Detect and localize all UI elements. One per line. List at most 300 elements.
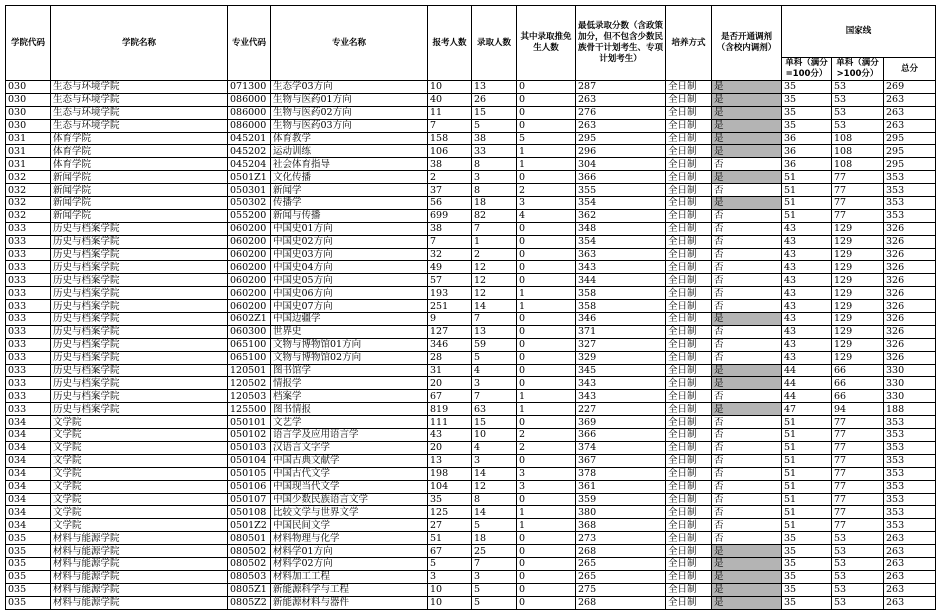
cell-single-over100: 77 [832, 454, 884, 467]
cell-applicants: 2 [428, 171, 472, 184]
cell-exempt: 0 [517, 532, 576, 545]
table-row [6, 519, 936, 532]
cell-college-name: 历史与档案学院 [51, 287, 228, 300]
cell-adjust: 否 [712, 300, 782, 313]
cell-admitted: 14 [472, 467, 517, 480]
cell-single-100: 35 [782, 596, 832, 609]
cell-single-100: 35 [782, 570, 832, 583]
cell-major-code: 050103 [228, 441, 271, 454]
cell-total: 263 [884, 545, 936, 558]
cell-min-score: 368 [576, 519, 666, 532]
cell-major-code: 045204 [228, 158, 271, 171]
cell-major-code: 086000 [228, 106, 271, 119]
cell-min-score: 343 [576, 261, 666, 274]
cell-college-code: 032 [6, 209, 51, 222]
cell-study-mode: 全日制 [666, 557, 712, 570]
cell-major-name: 档案学 [271, 390, 428, 403]
cell-single-over100: 53 [832, 570, 884, 583]
cell-applicants: 35 [428, 493, 472, 506]
cell-total: 263 [884, 106, 936, 119]
cell-major-name: 材料加工工程 [271, 570, 428, 583]
cell-major-code: 050301 [228, 184, 271, 197]
cell-exempt: 1 [517, 145, 576, 158]
cell-applicants: 49 [428, 261, 472, 274]
header-min-score: 最低录取分数（含政策加分，但不包含少数民族骨干计划考生、专项计划考生） [576, 6, 666, 81]
cell-major-name: 图书情报 [271, 403, 428, 416]
cell-total: 353 [884, 519, 936, 532]
header-college-name: 学院名称 [51, 6, 228, 81]
cell-admitted: 5 [472, 119, 517, 132]
cell-major-code: 050102 [228, 429, 271, 442]
cell-adjust: 是 [712, 93, 782, 106]
cell-admitted: 18 [472, 197, 517, 210]
cell-admitted: 5 [472, 596, 517, 609]
cell-admitted: 12 [472, 274, 517, 287]
cell-total: 353 [884, 429, 936, 442]
cell-min-score: 327 [576, 338, 666, 351]
table-row [6, 557, 936, 570]
cell-applicants: 57 [428, 274, 472, 287]
cell-admitted: 3 [472, 171, 517, 184]
cell-major-name: 材料学01方向 [271, 545, 428, 558]
cell-total: 330 [884, 364, 936, 377]
cell-admitted: 38 [472, 132, 517, 145]
cell-single-100: 35 [782, 532, 832, 545]
table-row [6, 184, 936, 197]
cell-single-100: 51 [782, 184, 832, 197]
cell-study-mode: 全日制 [666, 429, 712, 442]
cell-study-mode: 全日制 [666, 325, 712, 338]
cell-single-100: 35 [782, 81, 832, 94]
cell-exempt: 1 [517, 403, 576, 416]
cell-college-code: 033 [6, 300, 51, 313]
cell-single-100: 51 [782, 480, 832, 493]
cell-admitted: 2 [472, 248, 517, 261]
cell-major-name: 中国古代文学 [271, 467, 428, 480]
cell-exempt: 0 [517, 364, 576, 377]
table-row [6, 171, 936, 184]
cell-admitted: 26 [472, 93, 517, 106]
cell-major-code: 060200 [228, 248, 271, 261]
cell-applicants: 56 [428, 197, 472, 210]
cell-major-name: 材料学02方向 [271, 557, 428, 570]
cell-total: 263 [884, 583, 936, 596]
table-row [6, 441, 936, 454]
cell-applicants: 10 [428, 583, 472, 596]
cell-single-over100: 53 [832, 532, 884, 545]
cell-adjust: 是 [712, 570, 782, 583]
cell-min-score: 358 [576, 300, 666, 313]
cell-study-mode: 全日制 [666, 545, 712, 558]
cell-applicants: 125 [428, 506, 472, 519]
cell-applicants: 67 [428, 545, 472, 558]
cell-college-code: 034 [6, 493, 51, 506]
cell-applicants: 819 [428, 403, 472, 416]
cell-admitted: 4 [472, 441, 517, 454]
cell-single-over100: 129 [832, 261, 884, 274]
cell-single-over100: 129 [832, 325, 884, 338]
header-single-100: 单科（满分=100分） [782, 58, 832, 81]
cell-single-100: 51 [782, 171, 832, 184]
cell-college-code: 033 [6, 338, 51, 351]
cell-college-code: 030 [6, 93, 51, 106]
cell-admitted: 5 [472, 583, 517, 596]
cell-major-code: 086000 [228, 93, 271, 106]
table-row [6, 583, 936, 596]
cell-college-name: 体育学院 [51, 132, 228, 145]
cell-single-over100: 77 [832, 441, 884, 454]
cell-single-over100: 129 [832, 274, 884, 287]
table-row [6, 364, 936, 377]
cell-single-over100: 77 [832, 467, 884, 480]
cell-college-name: 新闻学院 [51, 171, 228, 184]
cell-min-score: 275 [576, 583, 666, 596]
cell-exempt: 0 [517, 545, 576, 558]
cell-applicants: 111 [428, 416, 472, 429]
cell-single-over100: 77 [832, 171, 884, 184]
cell-exempt: 0 [517, 81, 576, 94]
cell-min-score: 366 [576, 429, 666, 442]
cell-single-100: 35 [782, 557, 832, 570]
cell-total: 188 [884, 403, 936, 416]
cell-adjust: 是 [712, 596, 782, 609]
cell-exempt: 0 [517, 557, 576, 570]
cell-adjust: 否 [712, 325, 782, 338]
cell-college-code: 032 [6, 171, 51, 184]
cell-study-mode: 全日制 [666, 197, 712, 210]
cell-study-mode: 全日制 [666, 454, 712, 467]
cell-single-over100: 129 [832, 235, 884, 248]
cell-major-name: 比较文学与世界文学 [271, 506, 428, 519]
cell-adjust: 否 [712, 274, 782, 287]
table-row [6, 300, 936, 313]
cell-min-score: 344 [576, 274, 666, 287]
cell-min-score: 263 [576, 93, 666, 106]
header-admitted: 录取人数 [472, 6, 517, 81]
cell-college-name: 新闻学院 [51, 197, 228, 210]
cell-major-code: 045202 [228, 145, 271, 158]
cell-admitted: 18 [472, 532, 517, 545]
cell-exempt: 0 [517, 235, 576, 248]
cell-study-mode: 全日制 [666, 300, 712, 313]
cell-major-name: 生态学03方向 [271, 81, 428, 94]
cell-admitted: 1 [472, 235, 517, 248]
cell-adjust: 否 [712, 158, 782, 171]
cell-college-name: 新闻学院 [51, 184, 228, 197]
cell-applicants: 20 [428, 441, 472, 454]
cell-major-name: 中国现当代文学 [271, 480, 428, 493]
cell-total: 326 [884, 248, 936, 261]
cell-adjust: 否 [712, 493, 782, 506]
cell-single-100: 51 [782, 429, 832, 442]
table-row [6, 532, 936, 545]
cell-exempt: 0 [517, 377, 576, 390]
cell-major-name: 中国史03方向 [271, 248, 428, 261]
cell-adjust: 否 [712, 351, 782, 364]
cell-single-100: 35 [782, 545, 832, 558]
cell-exempt: 0 [517, 313, 576, 326]
cell-total: 330 [884, 377, 936, 390]
table-row [6, 222, 936, 235]
cell-single-100: 43 [782, 261, 832, 274]
cell-major-code: 050105 [228, 467, 271, 480]
cell-major-code: 060200 [228, 287, 271, 300]
cell-study-mode: 全日制 [666, 596, 712, 609]
cell-total: 353 [884, 467, 936, 480]
cell-single-100: 43 [782, 287, 832, 300]
cell-applicants: 10 [428, 596, 472, 609]
cell-major-name: 世界史 [271, 325, 428, 338]
table-row [6, 235, 936, 248]
cell-study-mode: 全日制 [666, 132, 712, 145]
cell-single-100: 44 [782, 390, 832, 403]
table-row [6, 506, 936, 519]
cell-major-name: 生物与医药01方向 [271, 93, 428, 106]
cell-major-name: 中国史06方向 [271, 287, 428, 300]
cell-single-over100: 108 [832, 145, 884, 158]
cell-min-score: 363 [576, 248, 666, 261]
cell-college-code: 034 [6, 480, 51, 493]
table-row [6, 467, 936, 480]
cell-admitted: 10 [472, 429, 517, 442]
cell-study-mode: 全日制 [666, 184, 712, 197]
cell-major-code: 080502 [228, 545, 271, 558]
cell-major-name: 情报学 [271, 377, 428, 390]
cell-single-over100: 53 [832, 81, 884, 94]
cell-adjust: 否 [712, 261, 782, 274]
cell-applicants: 127 [428, 325, 472, 338]
cell-single-100: 35 [782, 583, 832, 596]
cell-admitted: 3 [472, 570, 517, 583]
header-major-name: 专业名称 [271, 6, 428, 81]
cell-major-code: 0602Z1 [228, 313, 271, 326]
cell-applicants: 13 [428, 454, 472, 467]
cell-single-over100: 129 [832, 300, 884, 313]
cell-college-name: 历史与档案学院 [51, 261, 228, 274]
cell-single-100: 51 [782, 197, 832, 210]
cell-admitted: 15 [472, 106, 517, 119]
cell-college-name: 历史与档案学院 [51, 235, 228, 248]
cell-single-over100: 129 [832, 248, 884, 261]
cell-major-code: 120503 [228, 390, 271, 403]
cell-college-name: 文学院 [51, 429, 228, 442]
cell-college-code: 034 [6, 467, 51, 480]
cell-adjust: 否 [712, 184, 782, 197]
cell-college-name: 历史与档案学院 [51, 390, 228, 403]
table-row [6, 570, 936, 583]
cell-total: 353 [884, 184, 936, 197]
cell-adjust: 是 [712, 545, 782, 558]
cell-college-code: 033 [6, 287, 51, 300]
cell-min-score: 367 [576, 454, 666, 467]
cell-admitted: 12 [472, 287, 517, 300]
cell-college-code: 033 [6, 390, 51, 403]
cell-college-code: 034 [6, 519, 51, 532]
cell-min-score: 361 [576, 480, 666, 493]
cell-applicants: 251 [428, 300, 472, 313]
cell-study-mode: 全日制 [666, 493, 712, 506]
cell-admitted: 13 [472, 325, 517, 338]
cell-major-code: 060200 [228, 235, 271, 248]
cell-major-name: 中国民间文学 [271, 519, 428, 532]
cell-exempt: 5 [517, 132, 576, 145]
table-row [6, 596, 936, 609]
cell-total: 326 [884, 300, 936, 313]
cell-major-code: 055200 [228, 209, 271, 222]
cell-single-100: 36 [782, 145, 832, 158]
cell-adjust: 是 [712, 171, 782, 184]
cell-adjust: 否 [712, 338, 782, 351]
cell-adjust: 否 [712, 248, 782, 261]
cell-total: 295 [884, 132, 936, 145]
table-row [6, 403, 936, 416]
cell-adjust: 是 [712, 557, 782, 570]
cell-adjust: 是 [712, 403, 782, 416]
cell-applicants: 32 [428, 248, 472, 261]
cell-college-code: 030 [6, 119, 51, 132]
cell-single-100: 35 [782, 119, 832, 132]
cell-single-over100: 53 [832, 106, 884, 119]
cell-college-name: 新闻学院 [51, 209, 228, 222]
table-row [6, 209, 936, 222]
cell-study-mode: 全日制 [666, 570, 712, 583]
cell-exempt: 0 [517, 338, 576, 351]
table-row [6, 287, 936, 300]
cell-college-name: 生态与环境学院 [51, 81, 228, 94]
cell-admitted: 7 [472, 222, 517, 235]
cell-admitted: 5 [472, 519, 517, 532]
cell-study-mode: 全日制 [666, 583, 712, 596]
cell-single-over100: 77 [832, 197, 884, 210]
cell-exempt: 1 [517, 506, 576, 519]
cell-single-over100: 129 [832, 222, 884, 235]
cell-min-score: 345 [576, 364, 666, 377]
cell-applicants: 38 [428, 158, 472, 171]
cell-college-name: 历史与档案学院 [51, 313, 228, 326]
cell-college-code: 031 [6, 158, 51, 171]
cell-college-name: 文学院 [51, 493, 228, 506]
cell-college-code: 033 [6, 235, 51, 248]
cell-study-mode: 全日制 [666, 171, 712, 184]
cell-study-mode: 全日制 [666, 287, 712, 300]
cell-adjust: 否 [712, 429, 782, 442]
cell-adjust: 否 [712, 287, 782, 300]
cell-major-name: 运动训练 [271, 145, 428, 158]
cell-exempt: 1 [517, 390, 576, 403]
cell-min-score: 348 [576, 222, 666, 235]
cell-admitted: 7 [472, 390, 517, 403]
cell-applicants: 104 [428, 480, 472, 493]
cell-college-code: 031 [6, 145, 51, 158]
cell-exempt: 0 [517, 106, 576, 119]
cell-total: 353 [884, 493, 936, 506]
cell-single-100: 43 [782, 235, 832, 248]
cell-exempt: 0 [517, 416, 576, 429]
cell-exempt: 2 [517, 184, 576, 197]
cell-college-name: 历史与档案学院 [51, 403, 228, 416]
cell-min-score: 276 [576, 106, 666, 119]
cell-single-100: 51 [782, 493, 832, 506]
cell-exempt: 0 [517, 171, 576, 184]
cell-college-code: 034 [6, 441, 51, 454]
cell-total: 326 [884, 287, 936, 300]
cell-admitted: 8 [472, 184, 517, 197]
cell-college-name: 材料与能源学院 [51, 596, 228, 609]
cell-major-code: 086000 [228, 119, 271, 132]
cell-applicants: 5 [428, 557, 472, 570]
table-row [6, 377, 936, 390]
cell-college-code: 033 [6, 364, 51, 377]
cell-exempt: 1 [517, 300, 576, 313]
cell-major-name: 汉语言文字学 [271, 441, 428, 454]
cell-study-mode: 全日制 [666, 158, 712, 171]
cell-adjust: 否 [712, 480, 782, 493]
cell-total: 263 [884, 93, 936, 106]
cell-study-mode: 全日制 [666, 519, 712, 532]
cell-applicants: 28 [428, 351, 472, 364]
cell-single-100: 44 [782, 364, 832, 377]
cell-major-name: 图书馆学 [271, 364, 428, 377]
cell-college-name: 文学院 [51, 506, 228, 519]
cell-major-code: 0501Z1 [228, 171, 271, 184]
cell-min-score: 295 [576, 132, 666, 145]
cell-major-name: 材料物理与化学 [271, 532, 428, 545]
cell-min-score: 358 [576, 287, 666, 300]
cell-study-mode: 全日制 [666, 261, 712, 274]
cell-college-code: 033 [6, 313, 51, 326]
cell-college-name: 历史与档案学院 [51, 248, 228, 261]
table-header [6, 6, 936, 81]
table-row [6, 325, 936, 338]
cell-single-100: 51 [782, 519, 832, 532]
cell-single-over100: 53 [832, 545, 884, 558]
cell-major-code: 045201 [228, 132, 271, 145]
cell-college-code: 033 [6, 248, 51, 261]
header-total: 总分 [884, 58, 936, 81]
cell-adjust: 否 [712, 532, 782, 545]
cell-exempt: 0 [517, 493, 576, 506]
cell-total: 263 [884, 119, 936, 132]
cell-college-code: 035 [6, 557, 51, 570]
header-major-code: 专业代码 [228, 6, 271, 81]
cell-admitted: 14 [472, 506, 517, 519]
header-applicants: 报考人数 [428, 6, 472, 81]
admission-table [5, 5, 936, 610]
cell-major-name: 文艺学 [271, 416, 428, 429]
cell-applicants: 699 [428, 209, 472, 222]
cell-single-100: 51 [782, 441, 832, 454]
cell-single-100: 43 [782, 325, 832, 338]
cell-total: 263 [884, 532, 936, 545]
cell-adjust: 否 [712, 416, 782, 429]
cell-major-code: 060300 [228, 325, 271, 338]
cell-study-mode: 全日制 [666, 119, 712, 132]
cell-major-name: 文物与博物馆02方向 [271, 351, 428, 364]
table-row [6, 545, 936, 558]
cell-study-mode: 全日制 [666, 209, 712, 222]
cell-single-over100: 129 [832, 338, 884, 351]
table-row [6, 416, 936, 429]
cell-major-code: 065100 [228, 351, 271, 364]
cell-adjust: 是 [712, 313, 782, 326]
header-exempt: 其中录取推免生人数 [517, 6, 576, 81]
cell-exempt: 3 [517, 467, 576, 480]
cell-exempt: 1 [517, 287, 576, 300]
cell-single-over100: 53 [832, 583, 884, 596]
cell-major-name: 文物与博物馆01方向 [271, 338, 428, 351]
cell-min-score: 359 [576, 493, 666, 506]
cell-college-name: 文学院 [51, 480, 228, 493]
